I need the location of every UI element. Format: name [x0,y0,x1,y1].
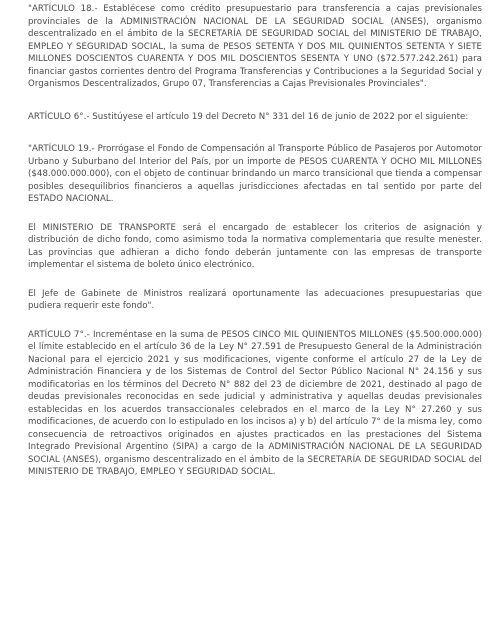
paragraph-articulo-18: "ARTÍCULO 18.- Establécese como crédito presupuestario para transferencia a cajas previsionales provinciales de la ADMINISTRACIÓN NACIONAL DE LA SEGURIDAD SOCIAL (ANSES), organismo descentralizado en el ámbito de la SECRETARÍA DE SEGURIDAD SOCIAL del MINISTERIO DE TRABAJO, EMPLEO Y SEGURIDAD SOCIAL, la suma de PESOS SETENTA Y DOS MIL QUINIENTOS SETENTA Y SIETE MILLONES DOSCIENTOS CUARENTA Y DOS MIL DOSCIENTOS SESENTA Y UNO ($72.577.242.261) para financiar gastos corrientes dentro del Programa Transferencias y Contribuciones a la Seguridad Social y Organismos Descentralizados, Grupo 07, Transferencias a Cajas Previsionales Provinciales". [28,4,482,89]
paragraph-jefe-gabinete: El Jefe de Gabinete de Ministros realizará oportunamente las adecuaciones presupuestarias que pudiera requerir este fondo". [28,288,482,311]
document-body [28,0,482,479]
paragraph-articulo-7: ARTÍCULO 7°.- Increméntase en la suma de PESOS CINCO MIL QUINIENTOS MILLONES ($5.500.000.000) el límite establecido en el artículo 36 de la Ley N° 27.591 de Presupuesto General de la Administración Nacional para el ejercicio 2021 y sus modificaciones, vigente conforme el artículo 27 de la Ley de Administración Financiera y de los Sistemas de Control del Sector Público Nacional N° 24.156 y sus modificatorias en los términos del Decreto N° 882 del 23 de diciembre de 2021, destinado al pago de deudas previsionales reconocidas en sede judicial y administrativa y aquellas deudas previsionales establecidas en los acuerdos transaccionales celebrados en el marco de la Ley N° 27.260 y sus modificaciones, de acuerdo con lo estipulado en los incisos a) y b) del artículo 7° de la misma ley, como consecuencia de retroactivos originados en ajustes practicados en las prestaciones del Sistema Integrado Previsional Argentino (SIPA) a cargo de la ADMINISTRACIÓN NACIONAL DE LA SEGURIDAD SOCIAL (ANSES), organismo descentralizado en el ámbito de la SECRETARÍA DE SEGURIDAD SOCIAL del MINISTERIO DE TRABAJO, EMPLEO Y SEGURIDAD SOCIAL. [28,329,482,477]
paragraph-articulo-19: "ARTÍCULO 19.- Prorrógase el Fondo de Compensación al Transporte Público de Pasajeros por Automotor Urbano y Suburbano del Interior del País, por un importe de PESOS CUARENTA Y OCHO MIL MILLONES ($48.000.000.000), con el objeto de continuar brindando un marco transicional que tienda a compensar posibles desequilibrios financieros a aquellas jurisdicciones afectadas en tal sentido por parte del ESTADO NACIONAL. [28,144,482,204]
paragraph-ministerio-transporte: El MINISTERIO DE TRANSPORTE será el encargado de establecer los criterios de asignación y distribución de dicho fondo, como asimismo toda la normativa complementaria que resulte menester. Las provincias que adhieran a dicho fondo deberán juntamente con las empresas de transporte implementar el sistema de boleto único electrónico. [28,222,482,270]
paragraph-articulo-6: ARTÍCULO 6°.- Sustitúyese el artículo 19 del Decreto N° 331 del 16 de junio de 2022 por el siguiente: [28,111,469,122]
